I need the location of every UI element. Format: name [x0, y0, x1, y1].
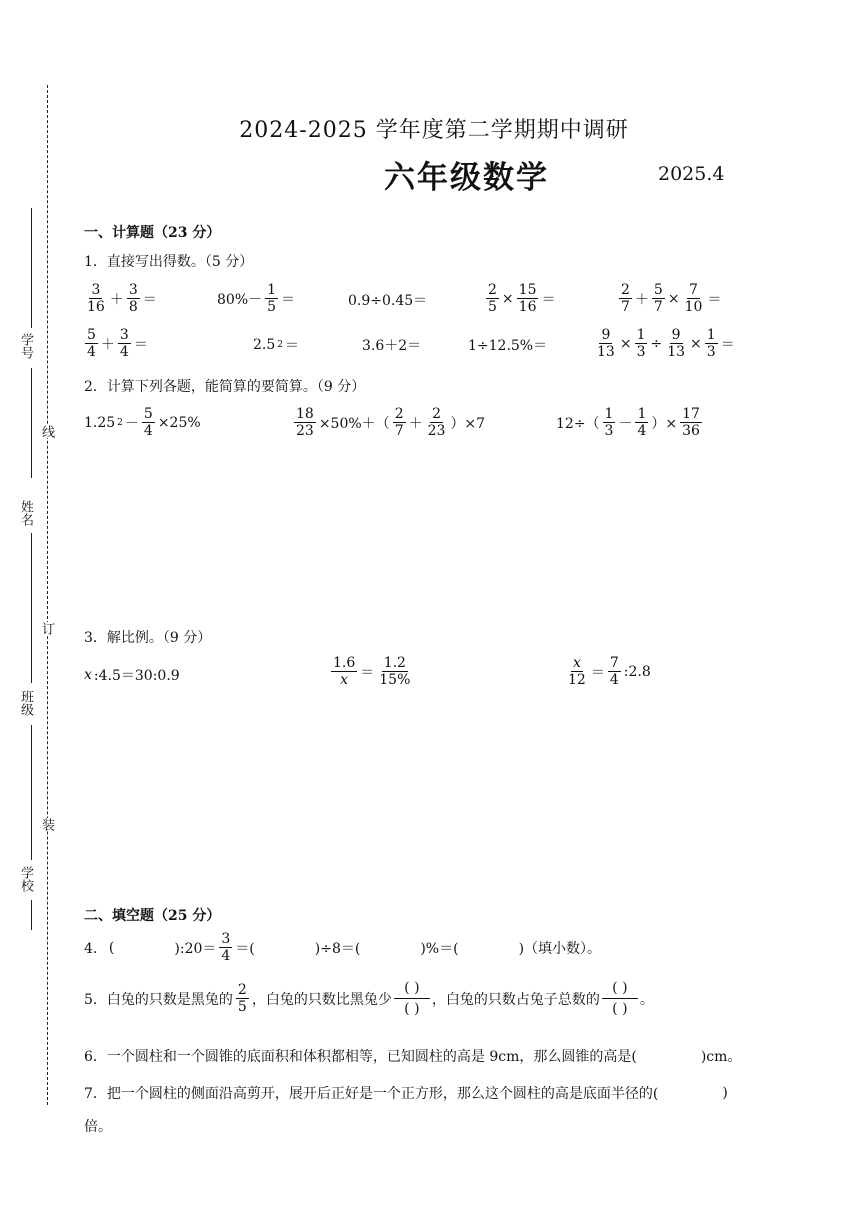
q1-item-e: $\frac{2}{7}$ ＋ $\frac{5}{7}$ × $\frac{7}{10}$ ＝	[621, 282, 722, 316]
binding-dashed-line	[47, 85, 48, 1105]
exam-title: 2024-2025 学年度第二学期期中调研	[239, 118, 629, 143]
q1-item-j: $\frac{9}{13}$ × $\frac{1}{3}$ ÷ $\frac{9}{13}$ × $\frac{1}{3}$ ＝	[597, 327, 735, 361]
question-5: 5．白兔的只数是黑兔的 $\frac{2}{5}$ ，白兔的只数比黑兔少 $\frac{( )}{( )}$ ，白兔的只数占兔子总数的 $\frac{( )}{( )}$ 。	[84, 980, 654, 1017]
question-2-instruction: 2．计算下列各题，能简算的要简算。（9 分）	[84, 379, 366, 395]
q3-item-b: $\frac{1.6}{x}$ ＝ $\frac{1.2}{15\%}$	[333, 655, 411, 689]
question-1-instruction: 1．直接写出得数。（5 分）	[84, 254, 254, 270]
margin-label-school: 学校	[18, 866, 33, 892]
q2-item-c: 12÷（ $\frac{1}{3}$ － $\frac{1}{4}$ ）× $\frac{17}{36}$	[556, 406, 700, 440]
q3-item-c: $\frac{x}{12}$ ＝ $\frac{7}{4}$ :2.8	[568, 655, 651, 689]
margin-label-student-id: 学号	[18, 333, 33, 359]
q1-item-h: 3.6＋2＝	[362, 338, 422, 354]
q1-item-i: 1÷12.5%＝	[468, 338, 548, 354]
margin-label-class: 班级	[18, 690, 33, 716]
question-4: 4． ( ):20＝ $\frac{3}{4}$ ＝( )÷8＝( )%＝( )（填小数）。	[84, 931, 602, 965]
margin-rule	[31, 900, 32, 930]
cut-mark-bind: 订	[39, 622, 54, 635]
cut-mark-staple: 装	[39, 818, 54, 831]
section-fill-title: 二、填空题（25 分）	[84, 908, 221, 924]
exam-date: 2025.4	[658, 163, 725, 185]
q5-answer-fraction-2[interactable]: $\frac{( )}{( )}$	[602, 980, 638, 1017]
cut-mark-line: 线	[39, 425, 54, 438]
margin-rule	[31, 533, 32, 683]
q1-item-g: 2.5 2 ＝	[253, 337, 299, 354]
question-7-tail: 倍。	[84, 1119, 112, 1135]
margin-rule	[31, 725, 32, 860]
q1-item-c: 0.9÷0.45＝	[348, 293, 428, 309]
margin-rule	[31, 368, 32, 478]
q2-item-b: $\frac{18}{23}$ ×50%＋（ $\frac{2}{7}$ ＋ $\frac{2}{23}$ ）×7	[296, 406, 486, 440]
q1-item-d: $\frac{2}{5}$ × $\frac{15}{16}$ ＝	[488, 282, 556, 316]
question-7: 7．把一个圆柱的侧面沿高剪开，展开后正好是一个正方形，那么这个圆柱的高是底面半径的( )	[84, 1085, 728, 1102]
q1-item-f: $\frac{5}{4}$ ＋ $\frac{3}{4}$ ＝	[87, 327, 148, 361]
question-3-instruction: 3．解比例。（9 分）	[84, 630, 212, 646]
exam-subject: 六年级数学	[384, 160, 549, 196]
question-6: 6．一个圆柱和一个圆锥的底面积和体积都相等，已知圆柱的高是 9cm，那么圆锥的高是( )cm。	[84, 1049, 742, 1065]
margin-rule	[31, 208, 32, 328]
q2-item-a: 1.25 2 － $\frac{5}{4}$ ×25%	[84, 406, 201, 440]
section-calc-title: 一、计算题（23 分）	[84, 225, 221, 241]
margin-label-name: 姓名	[18, 500, 33, 526]
q1-item-b: 80%－ $\frac{1}{5}$ ＝	[217, 282, 296, 316]
q1-item-a: $\frac{3}{16}$ ＋ $\frac{3}{8}$ ＝	[87, 282, 157, 316]
q3-item-a: x :4.5＝30:0.9	[84, 667, 180, 684]
q5-answer-fraction-1[interactable]: $\frac{( )}{( )}$	[394, 980, 430, 1017]
